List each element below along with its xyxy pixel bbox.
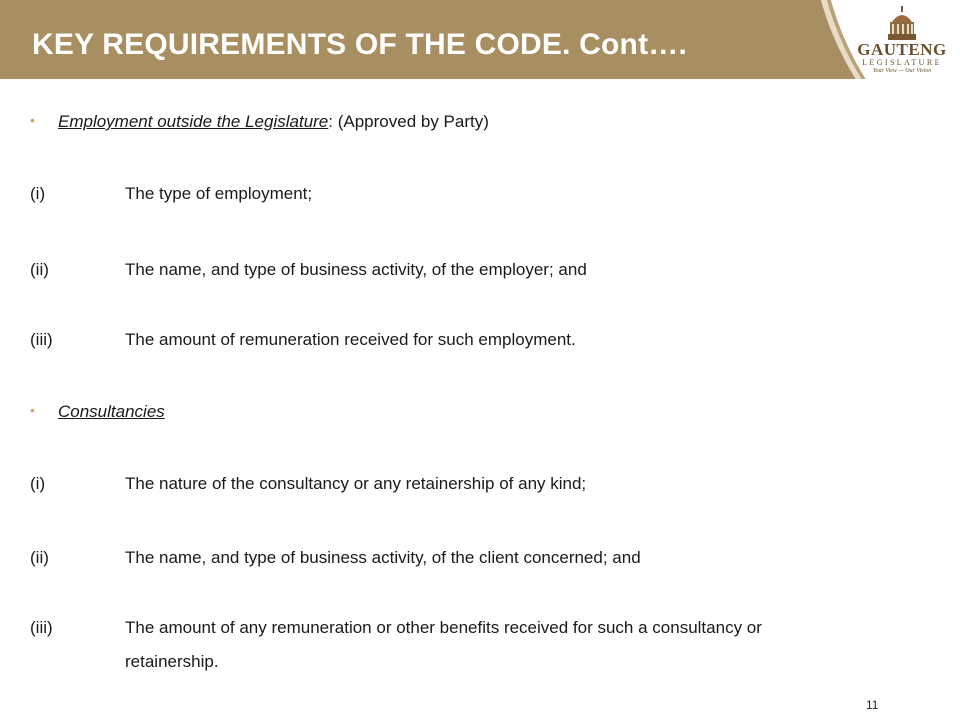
item-number: (iii) <box>30 330 53 349</box>
title-banner <box>0 0 960 79</box>
item-number: (ii) <box>30 260 49 279</box>
section-heading-suffix: : (Approved by Party) <box>328 112 489 131</box>
item-text: The name, and type of business activity, of the employer; and <box>125 260 587 279</box>
section-heading-text <box>58 112 489 132</box>
item-text-continuation: retainership. <box>125 652 219 671</box>
logo-name: GAUTENG <box>857 40 947 59</box>
bullet-icon: • <box>30 402 35 418</box>
page-number: 11 <box>866 698 879 712</box>
section-heading-title: Consultancies <box>58 402 165 421</box>
item-number: (i) <box>30 184 46 203</box>
item-text: The type of employment; <box>125 184 313 203</box>
building-dome-icon <box>850 4 954 44</box>
item-text: The amount of any remuneration or other benefits received for such a consultancy or <box>125 618 762 637</box>
slide-title: KEY REQUIREMENTS OF THE CODE. Cont…. <box>32 28 688 61</box>
item-text: The amount of remuneration received for such employment. <box>125 330 576 349</box>
logo-subtitle: LEGISLATURE <box>862 58 942 67</box>
item-number: (i) <box>30 474 46 493</box>
item-text: The nature of the consultancy or any retainership of any kind; <box>125 474 587 493</box>
item-number: (ii) <box>30 548 49 567</box>
bullet-icon: • <box>30 112 35 128</box>
item-text: The name, and type of business activity, of the client concerned; and <box>125 548 641 567</box>
item-number: (iii) <box>30 618 53 637</box>
gauteng-legislature-logo <box>850 4 954 78</box>
logo-tagline: Your View — Our Vision <box>872 68 932 74</box>
section-heading-title: Employment outside the Legislature <box>58 112 329 131</box>
section-heading-text <box>58 402 165 422</box>
